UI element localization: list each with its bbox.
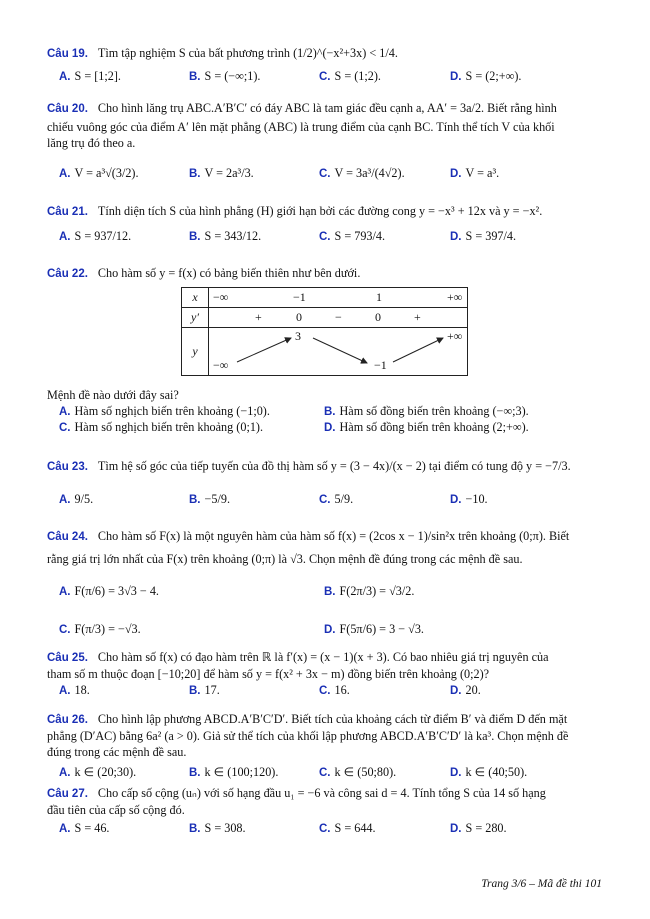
variation-arrows (209, 328, 467, 376)
option-letter: D. (450, 168, 462, 180)
option-b: V = 2a³/3. (204, 166, 254, 180)
option-a: 18. (74, 683, 90, 697)
option-c: S = 793/4. (334, 229, 386, 243)
option-letter: B. (189, 823, 201, 835)
option-letter: A. (59, 767, 71, 779)
option-letter: B. (189, 494, 201, 506)
question-label: Câu 27. (47, 788, 88, 800)
question-text: Cho hàm số y = f(x) có bảng biến thiên như bên dưới. (97, 266, 361, 280)
question-27 (47, 785, 605, 838)
question-24 (47, 528, 605, 639)
option-b: k ∈ (100;120). (204, 765, 279, 779)
option-letter: B. (189, 231, 201, 243)
option-letter: B. (324, 406, 336, 418)
question-line-1: Cho hình lăng trụ ABC.A′B′C′ có đáy ABC là tam giác đều cạnh a, AA′ = 3a/2. Biết rằng hình (97, 101, 557, 115)
option-letter: A. (59, 231, 71, 243)
option-letter: A. (59, 685, 71, 697)
option-letter: C. (319, 685, 331, 697)
option-a: F(π/6) = 3√3 − 4. (74, 584, 159, 598)
y-value: +∞ (447, 329, 463, 343)
question-text: Tìm tập nghiệm S của bất phương trình (1/2)^(−x²+3x) < 1/4. (97, 46, 398, 60)
option-letter: D. (450, 71, 462, 83)
question-22-options (47, 387, 605, 435)
option-c: k ∈ (50;80). (334, 765, 397, 779)
option-b: S = 308. (204, 821, 246, 835)
question-prompt: Mệnh đề nào dưới đây sai? (47, 388, 179, 402)
option-c: F(π/3) = −√3. (74, 622, 141, 636)
option-a: V = a³√(3/2). (74, 166, 139, 180)
option-letter: C. (319, 71, 331, 83)
y-value: −1 (374, 358, 387, 372)
option-letter: C. (319, 168, 331, 180)
sign: − (335, 310, 342, 324)
option-letter: A. (59, 586, 71, 598)
x-value: +∞ (447, 290, 463, 304)
y-value: 3 (295, 329, 301, 343)
option-c: 16. (334, 683, 350, 697)
question-line-2: phẳng (D′AC) bằng 6a² (a > 0). Giả sử thể tích của khối lập phương ABCD.A′B′C′D′ là ka³. Chọn mệnh đề (47, 729, 569, 743)
question-23 (47, 458, 605, 509)
option-letter: C. (319, 823, 331, 835)
option-b: S = (−∞;1). (204, 69, 261, 83)
question-line-2: rằng giá trị lớn nhất của F(x) trên khoảng (0;π) là √3. Chọn mệnh đề đúng trong các mệnh đề sau. (47, 552, 523, 566)
sign: + (255, 310, 262, 324)
question-20 (47, 97, 605, 183)
option-d: S = 397/4. (465, 229, 517, 243)
question-26 (47, 711, 605, 782)
question-22 (47, 265, 605, 282)
sign: + (414, 310, 421, 324)
option-d: −10. (465, 492, 488, 506)
option-d: 20. (465, 683, 481, 697)
option-letter: B. (324, 586, 336, 598)
y-label: y (192, 344, 198, 358)
option-letter: C. (319, 767, 331, 779)
option-c: V = 3a³/(4√2). (334, 166, 405, 180)
question-line-3: đúng trong các mệnh đề sau. (47, 745, 187, 759)
option-letter: A. (59, 168, 71, 180)
question-line-1: Cho hình lập phương ABCD.A′B′C′D′. Biết tích của khoảng cách từ điểm B′ và điểm D đến mặt (97, 712, 568, 726)
option-letter: C. (319, 231, 331, 243)
question-25 (47, 649, 605, 700)
option-letter: D. (324, 422, 336, 434)
x-value: −1 (293, 290, 306, 304)
question-line-2: chiếu vuông góc của điểm A′ lên mặt phẳng (ABC) là trung điểm của cạnh BC. Tính thể tích V của khối (47, 120, 555, 134)
option-a: 9/5. (74, 492, 94, 506)
option-letter: C. (59, 422, 71, 434)
question-label: Câu 26. (47, 714, 88, 726)
page-footer: Trang 3/6 – Mã đề thi 101 (481, 878, 602, 890)
question-label: Câu 21. (47, 206, 88, 218)
question-text: Tìm hệ số góc của tiếp tuyến của đồ thị hàm số y = (3 − 4x)/(x − 2) tại điểm có tung độ y = −7/3. (97, 459, 571, 473)
question-line-2: đầu tiên của cấp số cộng đó. (47, 803, 185, 817)
option-a: S = [1;2]. (74, 69, 121, 83)
question-line-1: Cho hàm số f(x) có đạo hàm trên ℝ là f′(x) = (x − 1)(x + 3). Có bao nhiêu giá trị nguyên của (97, 650, 549, 664)
question-line-3: lăng trụ đó theo a. (47, 136, 136, 150)
x-value: −∞ (213, 290, 229, 304)
option-d: S = (2;+∞). (465, 69, 522, 83)
option-letter: A. (59, 823, 71, 835)
option-d: V = a³. (465, 166, 500, 180)
option-a: k ∈ (20;30). (74, 765, 137, 779)
y-value: −∞ (213, 358, 229, 372)
option-letter: D. (450, 685, 462, 697)
option-a: Hàm số nghịch biến trên khoảng (−1;0). (74, 404, 270, 418)
option-letter: D. (450, 494, 462, 506)
option-d: S = 280. (465, 821, 507, 835)
sign: 0 (296, 310, 302, 324)
option-c: S = (1;2). (334, 69, 381, 83)
option-c: Hàm số nghịch biến trên khoảng (0;1). (74, 420, 264, 434)
option-letter: B. (189, 685, 201, 697)
question-text: Tính diện tích S của hình phẳng (H) giới hạn bởi các đường cong y = −x³ + 12x và y = −x². (97, 204, 543, 218)
option-letter: C. (319, 494, 331, 506)
sign: 0 (375, 310, 381, 324)
question-label: Câu 23. (47, 461, 88, 473)
question-21 (47, 203, 605, 246)
x-label: x (192, 290, 198, 304)
option-letter: B. (189, 767, 201, 779)
option-b: F(2π/3) = √3/2. (339, 584, 415, 598)
option-letter: B. (189, 71, 201, 83)
option-b: −5/9. (204, 492, 230, 506)
question-label: Câu 19. (47, 48, 88, 60)
option-letter: D. (324, 624, 336, 636)
question-label: Câu 22. (47, 268, 88, 280)
option-d: F(5π/6) = 3 − √3. (339, 622, 424, 636)
question-line-1: Cho hàm số F(x) là một nguyên hàm của hàm số f(x) = (2cos x − 1)/sin²x trên khoảng (0;π). Biết (97, 529, 570, 543)
option-d: Hàm số đồng biến trên khoảng (2;+∞). (339, 420, 529, 434)
option-letter: A. (59, 71, 71, 83)
question-label: Câu 20. (47, 103, 88, 115)
option-a: S = 46. (74, 821, 110, 835)
option-letter: C. (59, 624, 71, 636)
option-b: Hàm số đồng biến trên khoảng (−∞;3). (339, 404, 529, 418)
option-letter: D. (450, 767, 462, 779)
x-value: 1 (376, 290, 382, 304)
option-c: 5/9. (334, 492, 354, 506)
option-letter: D. (450, 231, 462, 243)
option-letter: A. (59, 494, 71, 506)
question-line-2: tham số m thuộc đoạn [−10;20] để hàm số y = f(x² + 3x − m) đồng biến trên khoảng (0;2)? (47, 667, 490, 681)
option-b: 17. (204, 683, 220, 697)
option-letter: D. (450, 823, 462, 835)
variation-table (181, 287, 468, 376)
question-line-1: Cho cấp số cộng (uₙ) với số hạng đầu u₁ = −6 và công sai d = 4. Tính tổng S của 14 số hạng (97, 786, 546, 800)
option-a: S = 937/12. (74, 229, 132, 243)
option-letter: A. (59, 406, 71, 418)
question-label: Câu 24. (47, 531, 88, 543)
option-letter: B. (189, 168, 201, 180)
question-19 (47, 38, 605, 86)
yprime-label: y′ (191, 310, 199, 324)
question-label: Câu 25. (47, 652, 88, 664)
option-d: k ∈ (40;50). (465, 765, 528, 779)
option-c: S = 644. (334, 821, 376, 835)
option-b: S = 343/12. (204, 229, 262, 243)
